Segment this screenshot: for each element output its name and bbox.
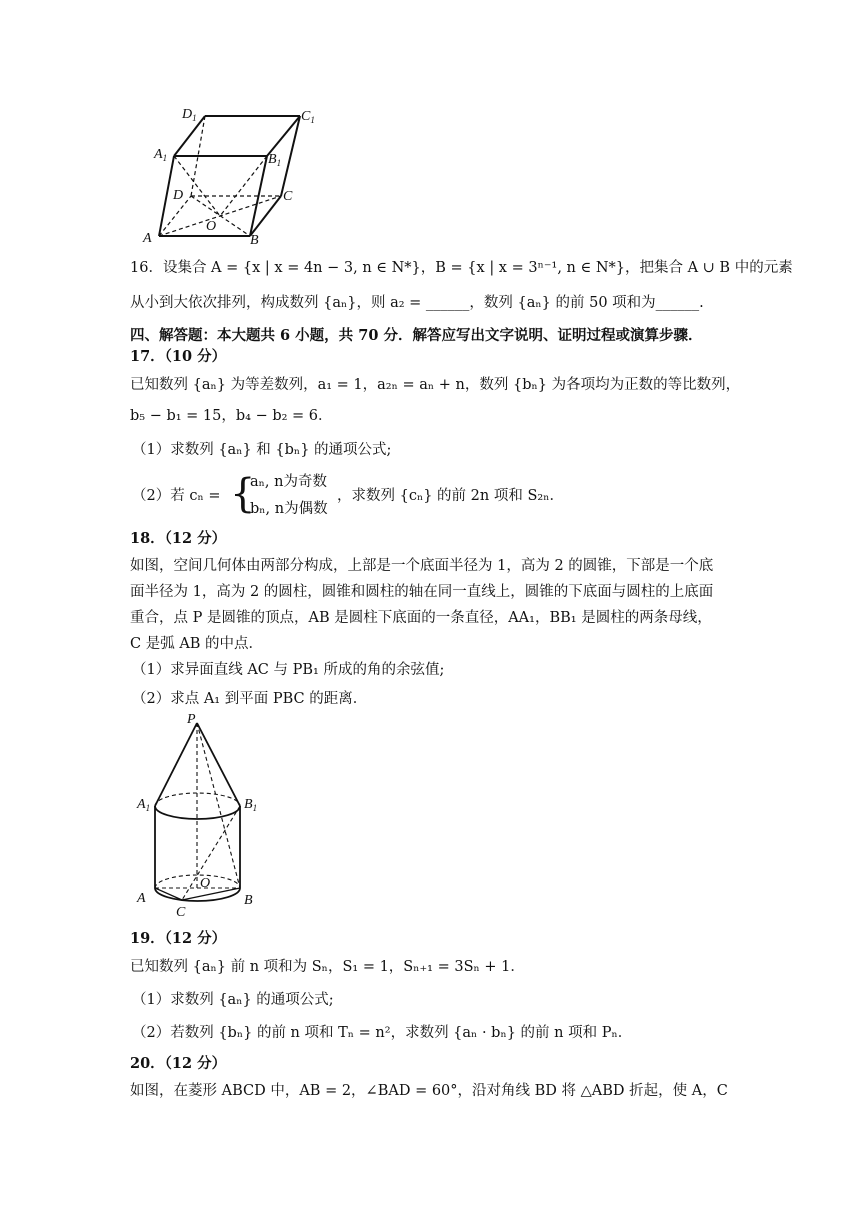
q17-part2-prefix: （2）若 cₙ = <box>132 488 221 504</box>
q17-line2: b₅ − b₁ = 15，b₄ − b₂ = 6． <box>130 408 333 424</box>
label-D1: $D_1$ <box>182 107 197 123</box>
label-O: O <box>206 219 217 234</box>
q17-part2 <box>132 472 752 522</box>
q18-line2: 面半径为 1，高为 2 的圆柱，圆锥和圆柱的轴在同一直线上，圆锥的下底面与圆柱的上底面 <box>130 584 714 600</box>
section-heading: 四、解答题：本大题共 6 小题，共 70 分．解答应写出文字说明、证明过程或演算步骤． <box>130 327 703 344</box>
label-B1: $B_1$ <box>244 797 258 813</box>
label-C1: $C_1$ <box>301 109 315 125</box>
label-C: C <box>283 189 293 204</box>
label-D: D <box>173 188 184 203</box>
q18-heading: 18．（12 分） <box>130 530 227 547</box>
label-A1: $A_1$ <box>137 797 151 813</box>
q19-part2: （2）若数列 {bₙ} 的前 n 项和 Tₙ = n²，求数列 {aₙ · bₙ} 的前 n 项和 Pₙ． <box>132 1025 633 1041</box>
q18-line4: C 是弧 AB 的中点． <box>130 636 264 652</box>
label-C: C <box>176 905 186 920</box>
q16-line1: 16．设集合 A = {x | x = 4n − 3, n ∈ N*}，B = {x | x = 3ⁿ⁻¹, n ∈ N*}，把集合 A ∪ B 中的元素 <box>130 260 793 276</box>
piecewise-case1: aₙ, n为奇数 <box>250 474 327 490</box>
label-P: P <box>187 712 196 727</box>
q17-part2-suffix: ，求数列 {cₙ} 的前 2n 项和 S₂ₙ． <box>337 488 564 504</box>
q20-heading: 20．（12 分） <box>130 1055 227 1072</box>
q17-heading: 17．（10 分） <box>130 348 227 365</box>
label-O: O <box>200 876 211 891</box>
q19-heading: 19．（12 分） <box>130 930 227 947</box>
q16-line2: 从小到大依次排列，构成数列 {aₙ}，则 a₂ = ______，数列 {aₙ} 的前 50 项和为______. <box>130 295 704 311</box>
cone-cylinder-figure <box>130 710 270 920</box>
parallelepiped-figure <box>130 100 315 250</box>
q18-part1: （1）求异面直线 AC 与 PB₁ 所成的角的余弦值; <box>132 662 445 678</box>
label-B: B <box>244 893 253 908</box>
label-B: B <box>250 233 259 248</box>
q19-part1: （1）求数列 {aₙ} 的通项公式; <box>132 992 334 1008</box>
q18-part2: （2）求点 A₁ 到平面 PBC 的距离． <box>132 691 368 707</box>
q17-part1: （1）求数列 {aₙ} 和 {bₙ} 的通项公式; <box>132 442 392 458</box>
label-A: A <box>143 231 152 246</box>
q18-line3: 重合，点 P 是圆锥的顶点，AB 是圆柱下底面的一条直径，AA₁，BB₁ 是圆柱的两条母线， <box>130 610 712 626</box>
q17-line1: 已知数列 {aₙ} 为等差数列，a₁ = 1，a₂ₙ = aₙ + n，数列 {bₙ} 为各项均为正数的等比数列， <box>130 377 741 393</box>
q19-line1: 已知数列 {aₙ} 前 n 项和为 Sₙ，S₁ = 1，Sₙ₊₁ = 3Sₙ + 1． <box>130 959 525 975</box>
label-A1: $A_1$ <box>154 147 168 163</box>
q20-line1: 如图，在菱形 ABCD 中，AB = 2，∠BAD = 60°，沿对角线 BD 将 △ABD 折起，使 A，C <box>130 1083 728 1099</box>
piecewise-brace: { <box>230 471 256 517</box>
label-A: A <box>137 891 146 906</box>
piecewise-case2: bₙ, n为偶数 <box>250 501 328 517</box>
label-B1: $B_1$ <box>268 152 282 168</box>
q18-line1: 如图，空间几何体由两部分构成，上部是一个底面半径为 1，高为 2 的圆锥，下部是一个底 <box>130 558 714 574</box>
